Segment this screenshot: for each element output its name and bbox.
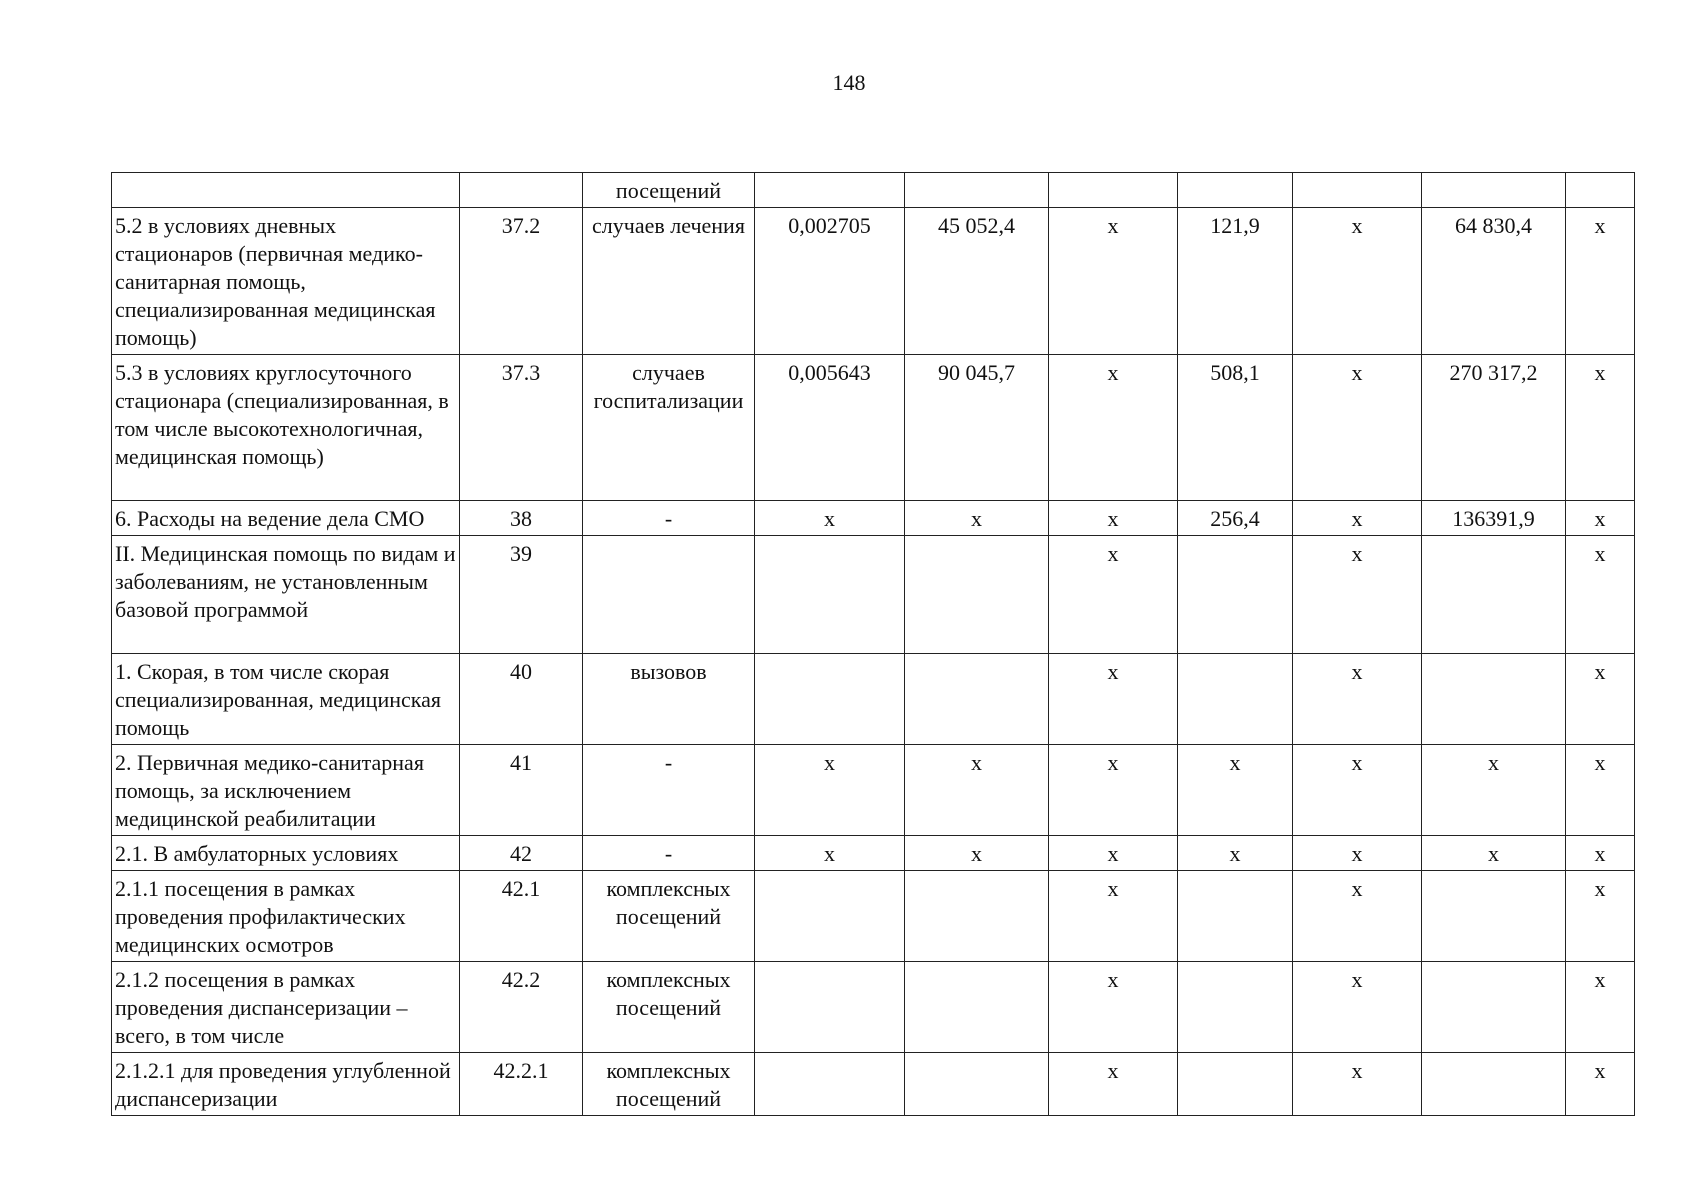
value-col-7-cell: 256,4 bbox=[1178, 501, 1293, 536]
value-col-8-cell: х bbox=[1293, 355, 1422, 501]
table-row bbox=[112, 208, 1635, 355]
row-code-cell: 42.2.1 bbox=[460, 1053, 583, 1116]
value-col-9-cell bbox=[1422, 654, 1566, 745]
value-col-5-cell bbox=[905, 654, 1049, 745]
value-col-5-cell bbox=[905, 536, 1049, 654]
row-name-cell: 1. Скорая, в том числе скорая специализированная, медицинская помощь bbox=[112, 654, 460, 745]
table-row bbox=[112, 173, 1635, 208]
value-col-7-cell bbox=[1178, 536, 1293, 654]
row-name-cell: 2.1.1 посещения в рамках проведения профилактических медицинских осмотров bbox=[112, 871, 460, 962]
value-col-7-cell bbox=[1178, 173, 1293, 208]
value-col-9-cell bbox=[1422, 871, 1566, 962]
row-unit-cell: комплексных посещений bbox=[583, 1053, 755, 1116]
value-col-6-cell: х bbox=[1049, 1053, 1178, 1116]
value-col-8-cell: х bbox=[1293, 208, 1422, 355]
value-col-6-cell: х bbox=[1049, 654, 1178, 745]
value-col-4-cell bbox=[755, 536, 905, 654]
value-col-6-cell: х bbox=[1049, 745, 1178, 836]
value-col-4-cell: 0,005643 bbox=[755, 355, 905, 501]
page-number: 148 bbox=[832, 70, 866, 95]
row-name-cell: II. Медицинская помощь по видам и заболеваниям, не установленным базовой программой bbox=[112, 536, 460, 654]
table-row bbox=[112, 962, 1635, 1053]
value-col-7-cell bbox=[1178, 871, 1293, 962]
value-col-4-cell bbox=[755, 654, 905, 745]
value-col-10-cell: х bbox=[1566, 836, 1635, 871]
value-col-7-cell: 121,9 bbox=[1178, 208, 1293, 355]
value-col-10-cell: х bbox=[1566, 536, 1635, 654]
value-col-6-cell: х bbox=[1049, 536, 1178, 654]
value-col-5-cell bbox=[905, 1053, 1049, 1116]
value-col-6-cell: х bbox=[1049, 208, 1178, 355]
value-col-4-cell bbox=[755, 962, 905, 1053]
value-col-6-cell: х bbox=[1049, 962, 1178, 1053]
value-col-5-cell: х bbox=[905, 501, 1049, 536]
row-code-cell: 42 bbox=[460, 836, 583, 871]
value-col-4-cell: х bbox=[755, 836, 905, 871]
value-col-10-cell: х bbox=[1566, 871, 1635, 962]
data-table bbox=[111, 172, 1635, 1116]
value-col-9-cell bbox=[1422, 536, 1566, 654]
row-code-cell bbox=[460, 173, 583, 208]
value-col-8-cell: х bbox=[1293, 962, 1422, 1053]
value-col-4-cell: х bbox=[755, 745, 905, 836]
row-unit-cell: случаев госпитализации bbox=[583, 355, 755, 501]
value-col-8-cell: х bbox=[1293, 836, 1422, 871]
row-name-cell: 2.1. В амбулаторных условиях bbox=[112, 836, 460, 871]
value-col-8-cell: х bbox=[1293, 745, 1422, 836]
value-col-8-cell: х bbox=[1293, 654, 1422, 745]
value-col-10-cell: х bbox=[1566, 355, 1635, 501]
value-col-4-cell: х bbox=[755, 501, 905, 536]
value-col-5-cell: х bbox=[905, 836, 1049, 871]
row-name-cell: 2. Первичная медико-санитарная помощь, за исключением медицинской реабилитации bbox=[112, 745, 460, 836]
row-code-cell: 39 bbox=[460, 536, 583, 654]
value-col-5-cell: 90 045,7 bbox=[905, 355, 1049, 501]
value-col-6-cell bbox=[1049, 173, 1178, 208]
value-col-8-cell bbox=[1293, 173, 1422, 208]
value-col-8-cell: х bbox=[1293, 536, 1422, 654]
value-col-7-cell: х bbox=[1178, 745, 1293, 836]
value-col-9-cell: х bbox=[1422, 745, 1566, 836]
value-col-5-cell: х bbox=[905, 745, 1049, 836]
value-col-4-cell bbox=[755, 173, 905, 208]
value-col-9-cell: 64 830,4 bbox=[1422, 208, 1566, 355]
row-code-cell: 42.1 bbox=[460, 871, 583, 962]
row-unit-cell: - bbox=[583, 745, 755, 836]
row-code-cell: 38 bbox=[460, 501, 583, 536]
value-col-7-cell: х bbox=[1178, 836, 1293, 871]
table-row bbox=[112, 501, 1635, 536]
row-unit-cell: - bbox=[583, 501, 755, 536]
row-name-cell: 2.1.2.1 для проведения углубленной диспансеризации bbox=[112, 1053, 460, 1116]
value-col-9-cell: х bbox=[1422, 836, 1566, 871]
row-name-cell: 2.1.2 посещения в рамках проведения диспансеризации – всего, в том числе bbox=[112, 962, 460, 1053]
value-col-10-cell: х bbox=[1566, 654, 1635, 745]
table-body bbox=[112, 173, 1635, 1116]
row-unit-cell: - bbox=[583, 836, 755, 871]
value-col-10-cell: х bbox=[1566, 208, 1635, 355]
row-code-cell: 37.3 bbox=[460, 355, 583, 501]
value-col-6-cell: х bbox=[1049, 871, 1178, 962]
value-col-10-cell: х bbox=[1566, 501, 1635, 536]
row-code-cell: 41 bbox=[460, 745, 583, 836]
value-col-6-cell: х bbox=[1049, 355, 1178, 501]
value-col-9-cell: 136391,9 bbox=[1422, 501, 1566, 536]
value-col-10-cell: х bbox=[1566, 1053, 1635, 1116]
value-col-5-cell bbox=[905, 962, 1049, 1053]
row-code-cell: 40 bbox=[460, 654, 583, 745]
value-col-9-cell bbox=[1422, 1053, 1566, 1116]
value-col-8-cell: х bbox=[1293, 871, 1422, 962]
value-col-5-cell bbox=[905, 173, 1049, 208]
row-name-cell: 5.2 в условиях дневных стационаров (первичная медико-санитарная помощь, специализированная медицинская помощь) bbox=[112, 208, 460, 355]
value-col-7-cell: 508,1 bbox=[1178, 355, 1293, 501]
row-unit-cell: комплексных посещений bbox=[583, 962, 755, 1053]
value-col-5-cell: 45 052,4 bbox=[905, 208, 1049, 355]
value-col-6-cell: х bbox=[1049, 836, 1178, 871]
table-row bbox=[112, 355, 1635, 501]
value-col-4-cell: 0,002705 bbox=[755, 208, 905, 355]
value-col-7-cell bbox=[1178, 654, 1293, 745]
value-col-5-cell bbox=[905, 871, 1049, 962]
value-col-10-cell: х bbox=[1566, 962, 1635, 1053]
value-col-8-cell: х bbox=[1293, 1053, 1422, 1116]
value-col-7-cell bbox=[1178, 962, 1293, 1053]
row-unit-cell: посещений bbox=[583, 173, 755, 208]
value-col-9-cell: 270 317,2 bbox=[1422, 355, 1566, 501]
row-code-cell: 37.2 bbox=[460, 208, 583, 355]
value-col-4-cell bbox=[755, 1053, 905, 1116]
value-col-7-cell bbox=[1178, 1053, 1293, 1116]
row-unit-cell: случаев лечения bbox=[583, 208, 755, 355]
table-row bbox=[112, 745, 1635, 836]
value-col-10-cell: х bbox=[1566, 745, 1635, 836]
table-row bbox=[112, 871, 1635, 962]
row-unit-cell: вызовов bbox=[583, 654, 755, 745]
value-col-8-cell: х bbox=[1293, 501, 1422, 536]
table-row bbox=[112, 836, 1635, 871]
table-row bbox=[112, 654, 1635, 745]
value-col-4-cell bbox=[755, 871, 905, 962]
value-col-6-cell: х bbox=[1049, 501, 1178, 536]
row-name-cell bbox=[112, 173, 460, 208]
row-name-cell: 5.3 в условиях круглосуточного стационара (специализированная, в том числе высокотехнологичная, медицинская помощь) bbox=[112, 355, 460, 501]
row-name-cell: 6. Расходы на ведение дела СМО bbox=[112, 501, 460, 536]
row-unit-cell: комплексных посещений bbox=[583, 871, 755, 962]
row-code-cell: 42.2 bbox=[460, 962, 583, 1053]
table-row bbox=[112, 536, 1635, 654]
value-col-9-cell bbox=[1422, 962, 1566, 1053]
value-col-10-cell bbox=[1566, 173, 1635, 208]
row-unit-cell bbox=[583, 536, 755, 654]
table-row bbox=[112, 1053, 1635, 1116]
value-col-9-cell bbox=[1422, 173, 1566, 208]
